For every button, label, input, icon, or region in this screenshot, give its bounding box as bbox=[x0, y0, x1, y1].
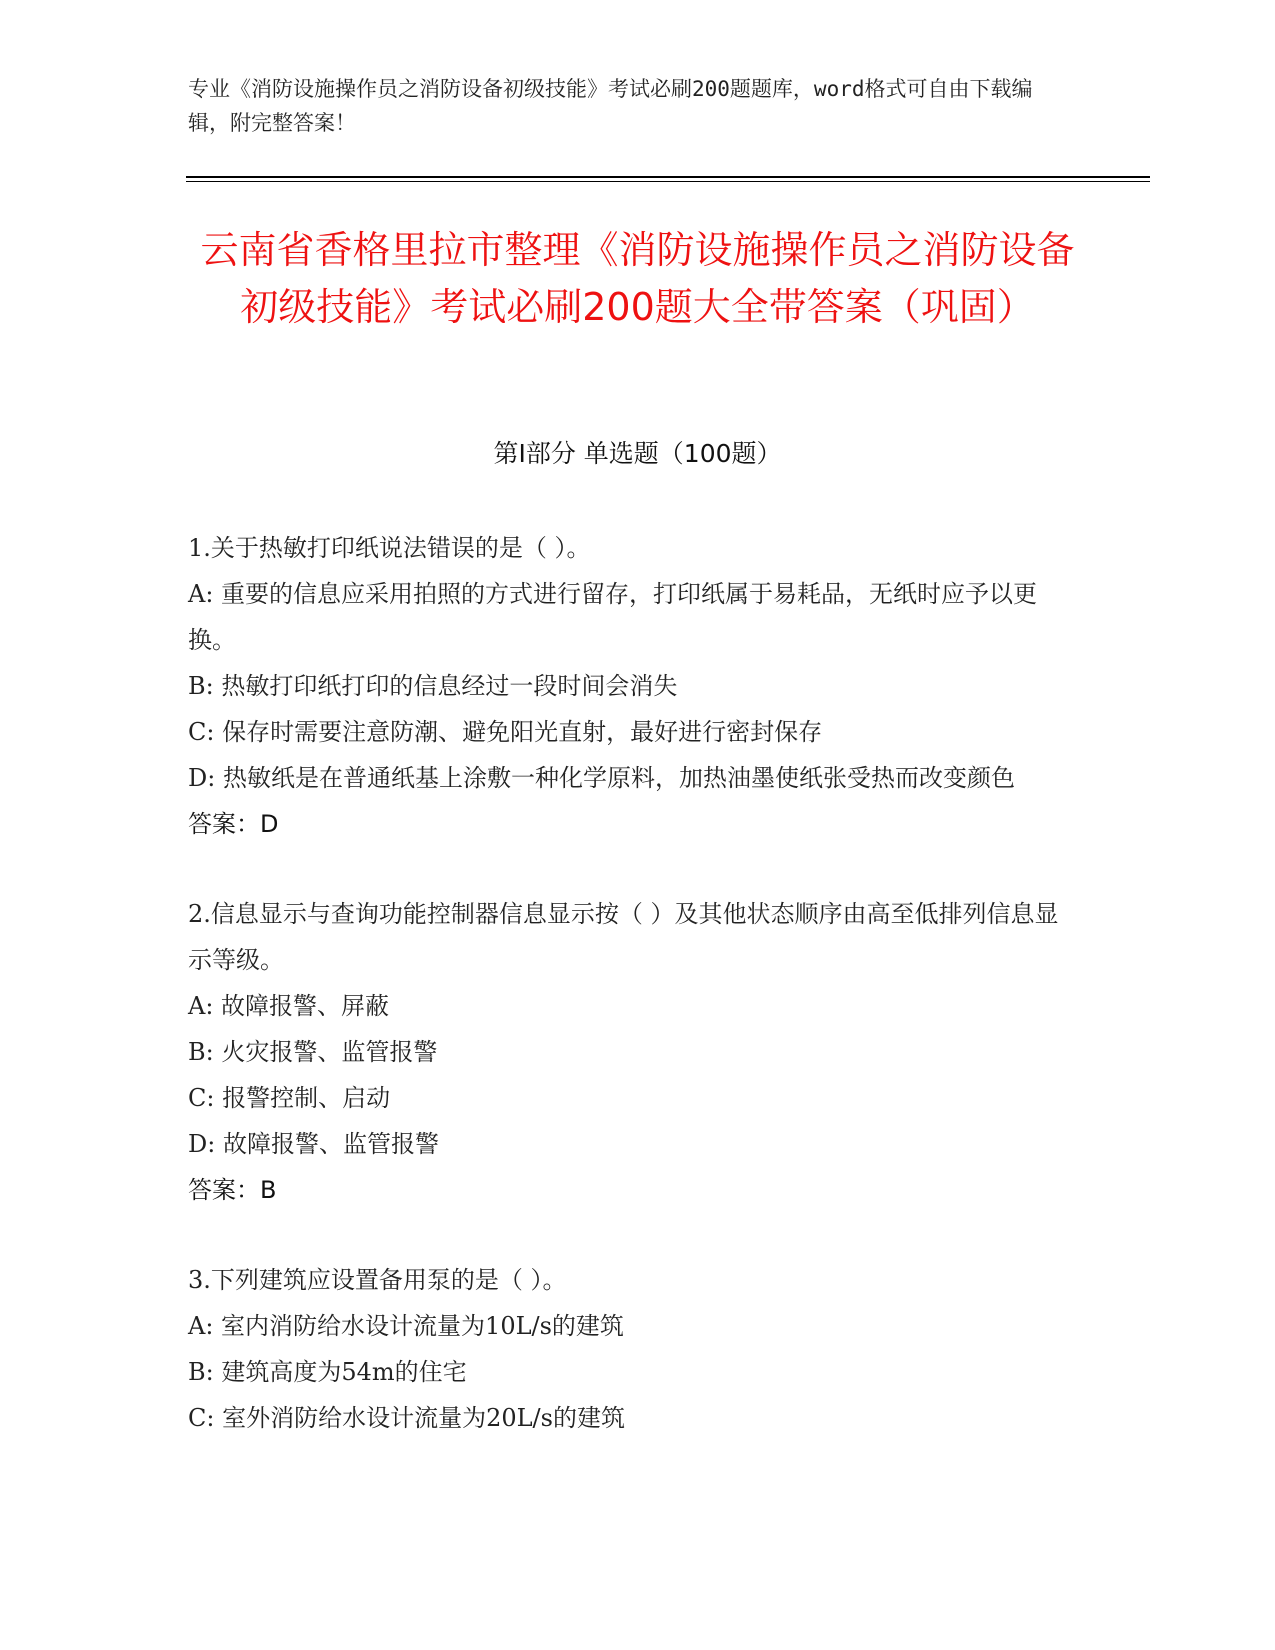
option-d: D: 故障报警、监管报警 bbox=[188, 1130, 439, 1158]
option-d: D: 热敏纸是在普通纸基上涂敷一种化学原料，加热油墨使纸张受热而改变颜色 bbox=[188, 764, 1015, 792]
option-b: B: 建筑高度为54m的住宅 bbox=[188, 1358, 467, 1386]
header-note: 专业《消防设施操作员之消防设备初级技能》考试必刷200题题库，word格式可自由下载编辑，附完整答案！ bbox=[188, 77, 1033, 135]
question-stem: 3.下列建筑应设置备用泵的是（ ）。 bbox=[188, 1266, 567, 1294]
header-divider-thick bbox=[186, 176, 1150, 178]
option-a: A: 故障报警、屏蔽 bbox=[188, 992, 390, 1020]
question-stem: 2.信息显示与查询功能控制器信息显示按（ ）及其他状态顺序由高至低排列信息显示等级。 bbox=[188, 900, 1059, 974]
question-2 bbox=[188, 891, 1068, 1213]
answer-line: 答案：D bbox=[188, 810, 279, 838]
option-c: C: 保存时需要注意防潮、避免阳光直射，最好进行密封保存 bbox=[188, 718, 823, 746]
header-divider-thin bbox=[186, 181, 1150, 182]
question-list bbox=[188, 525, 1068, 1485]
option-c: C: 室外消防给水设计流量为20L/s的建筑 bbox=[188, 1404, 625, 1432]
question-stem: 1.关于热敏打印纸说法错误的是（ ）。 bbox=[188, 534, 591, 562]
option-b: B: 火灾报警、监管报警 bbox=[188, 1038, 438, 1066]
option-a: A: 室内消防给水设计流量为10L/s的建筑 bbox=[188, 1312, 624, 1340]
question-3 bbox=[188, 1257, 1068, 1441]
document-title: 云南省香格里拉市整理《消防设施操作员之消防设备初级技能》考试必刷200题大全带答案（巩固） bbox=[200, 228, 1075, 329]
option-b: B: 热敏打印纸打印的信息经过一段时间会消失 bbox=[188, 672, 678, 700]
option-a: A: 重要的信息应采用拍照的方式进行留存，打印纸属于易耗品，无纸时应予以更换。 bbox=[188, 580, 1038, 654]
option-c: C: 报警控制、启动 bbox=[188, 1084, 391, 1112]
answer-line: 答案：B bbox=[188, 1176, 277, 1204]
question-1 bbox=[188, 525, 1068, 847]
section-heading: 第I部分 单选题（100题） bbox=[493, 439, 782, 468]
